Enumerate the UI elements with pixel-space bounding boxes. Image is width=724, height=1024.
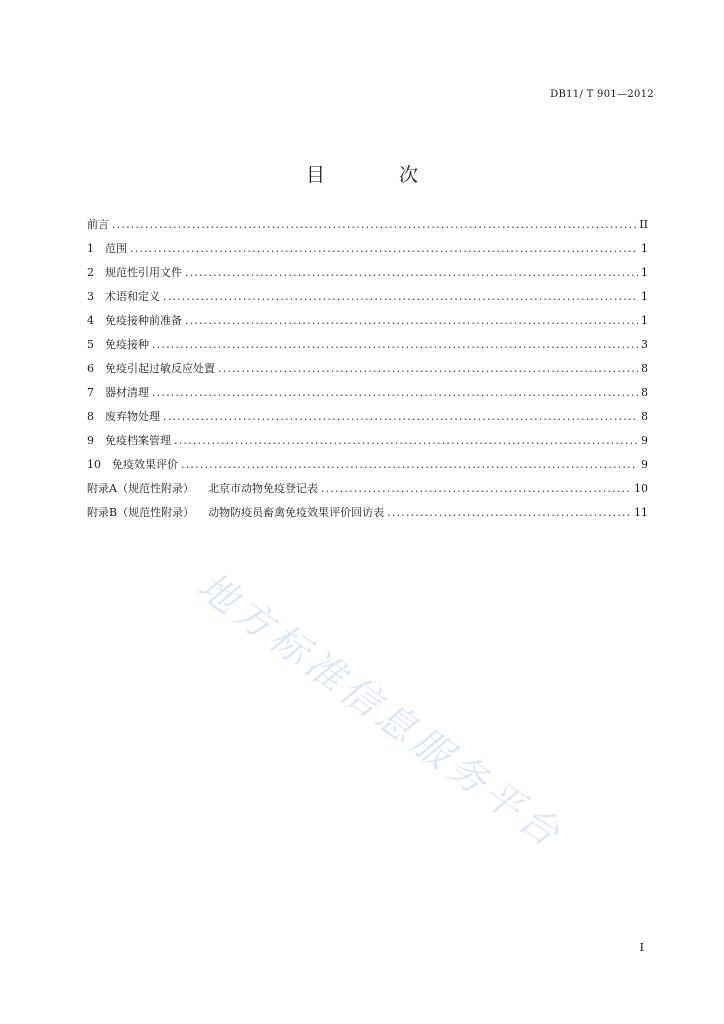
toc-entry-allergic-reaction[interactable] <box>87 360 648 384</box>
toc-entry-number: 3 <box>87 290 94 303</box>
toc-entry-records-management[interactable] <box>87 432 648 456</box>
toc-entry-page: 1 <box>641 266 648 279</box>
toc-entry-waste-disposal[interactable] <box>87 408 648 432</box>
toc-leader-dots <box>321 482 631 495</box>
toc-entry-number: 附录A（规范性附录） <box>87 482 194 495</box>
toc-entry-preparation[interactable] <box>87 312 648 336</box>
toc-entry-page: 9 <box>641 434 648 447</box>
toc-leader-dots <box>112 218 636 231</box>
toc-entry-title: 动物防疫员畜禽免疫效果评价回访表 <box>208 506 385 519</box>
page-number: I <box>639 941 644 954</box>
toc-entry-title: 术语和定义 <box>105 290 160 303</box>
toc-entry-page: II <box>639 218 648 231</box>
toc-leader-dots <box>152 338 638 351</box>
toc-entry-title: 前言 <box>87 218 109 231</box>
toc-entry-page: 11 <box>634 506 648 519</box>
toc-entry-number: 6 <box>87 362 94 375</box>
toc-leader-dots <box>152 386 638 399</box>
toc-entry-foreword[interactable] <box>87 216 648 240</box>
toc-entry-number: 附录B（规范性附录） <box>87 506 195 519</box>
toc-leader-dots <box>163 290 638 303</box>
toc-leader-dots <box>218 362 638 375</box>
toc-entry-number: 5 <box>87 338 94 351</box>
watermark: 地方标准信息服务平台 <box>190 563 572 858</box>
toc-entry-number: 1 <box>87 242 94 255</box>
standard-code: DB11/ T 901—2012 <box>550 89 654 100</box>
toc-entry-number: 4 <box>87 314 94 327</box>
toc-leader-dots <box>163 410 638 423</box>
toc-leader-dots <box>387 506 631 519</box>
toc-entry-page: 9 <box>641 458 648 471</box>
toc-entry-page: 1 <box>641 290 648 303</box>
toc-entry-page: 8 <box>641 410 648 423</box>
toc-entry-title: 器材清理 <box>105 386 149 399</box>
toc-leader-dots <box>185 314 638 327</box>
toc-entry-page: 8 <box>641 362 648 375</box>
toc-leader-dots <box>185 266 638 279</box>
toc-entry-number: 7 <box>87 386 94 399</box>
toc-entry-title: 规范性引用文件 <box>105 266 182 279</box>
toc-leader-dots <box>130 242 638 255</box>
toc-entry-title: 范围 <box>105 242 127 255</box>
toc-entry-title: 免疫档案管理 <box>105 434 171 447</box>
toc-entry-title: 免疫效果评价 <box>112 458 178 471</box>
page-title: 目 次 <box>305 164 453 186</box>
toc-entry-number: 8 <box>87 410 94 423</box>
toc-leader-dots <box>181 458 638 471</box>
toc-entry-equipment-cleaning[interactable] <box>87 384 648 408</box>
toc-entry-number: 2 <box>87 266 94 279</box>
toc-entry-number: 9 <box>87 434 94 447</box>
toc-entry-number: 10 <box>87 458 101 471</box>
toc-entry-title: 免疫接种 <box>105 338 149 351</box>
toc-entry-page: 1 <box>641 314 648 327</box>
toc-entry-title: 免疫引起过敏反应处置 <box>105 362 215 375</box>
toc-entry-scope[interactable] <box>87 240 648 264</box>
toc-entry-title: 北京市动物免疫登记表 <box>207 482 318 495</box>
toc-entry-effect-evaluation[interactable] <box>87 456 648 480</box>
toc-entry-page: 1 <box>641 242 648 255</box>
toc-entry-title: 废弃物处理 <box>105 410 160 423</box>
toc-entry-immunization[interactable] <box>87 336 648 360</box>
toc-entry-appendix-b[interactable] <box>87 504 648 528</box>
table-of-contents <box>87 216 648 528</box>
toc-entry-terms[interactable] <box>87 288 648 312</box>
toc-entry-page: 10 <box>634 482 648 495</box>
toc-leader-dots <box>174 434 638 447</box>
toc-entry-appendix-a[interactable] <box>87 480 648 504</box>
toc-entry-page: 3 <box>641 338 648 351</box>
toc-entry-page: 8 <box>641 386 648 399</box>
toc-entry-normative-references[interactable] <box>87 264 648 288</box>
toc-entry-title: 免疫接种前准备 <box>105 314 182 327</box>
